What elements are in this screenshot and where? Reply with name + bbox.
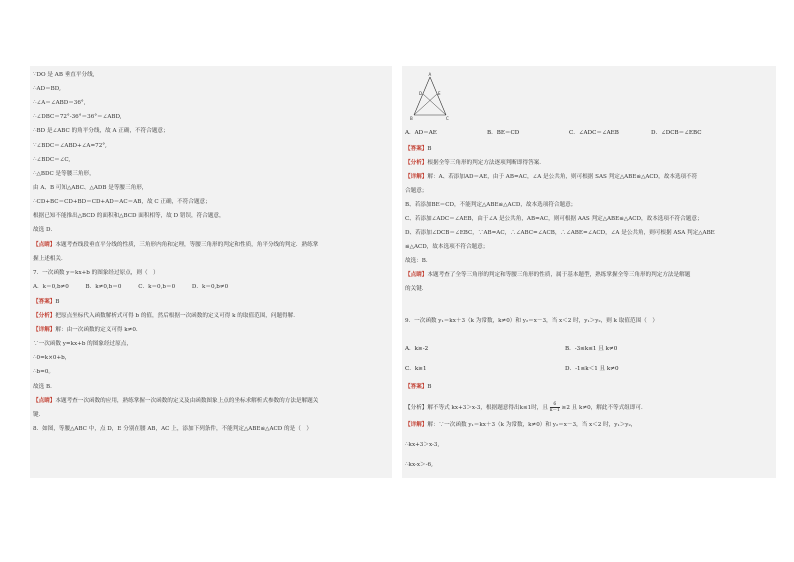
right-line-7: D、若添加∠DCB＝∠EBC，∵AB=AC，∴∠ABC=∠ACB，∴∠ABE=∠ACD，∠A 是公共角，则可根据 ASA 判定△ABE [405, 230, 715, 236]
analysis-q9: 【分析】解不等式 kx+3＞x-3，根据题意得出k≤1时，且 $\frac{6}{k-1}$ ≥2 且 k≠0，解此不等式组即可． [405, 402, 647, 413]
right-line-8: ≌△ACD，故本选项不符合题意； [405, 244, 489, 250]
step-2: ∴kx-x＞-6, [405, 462, 433, 468]
option-q9-d[interactable]: D．-1≤k＜1 且 k≠0 [565, 366, 619, 372]
triangle-label-b: B [410, 116, 413, 121]
left-line-14: 握上述相关． [33, 256, 67, 262]
right-line-12: 9．一次函数 y₁＝kx＋3（k 为常数，k≠0）和 y₂＝x－3，当 x＜2 时，y₁＞y₂，则 k 取值范围（ ） [405, 318, 658, 324]
option-q8-c[interactable]: C．∠ADC＝∠AEB [569, 130, 619, 136]
left-line-26: 8．如图，等腰△ABC 中，点 D，E 分别在腰 AB，AC 上，添加下列条件，不能判定△ABE≌△ACD 的是（ ） [33, 426, 313, 432]
right-line-2: 【分析】根据全等三角形的判定方法逐项判断即得答案． [405, 160, 545, 166]
left-line-8: ∴△BDC 是等腰三角形， [33, 171, 95, 177]
left-line-11: 根据已知不能推出△BCD 的面积和△BCD 面积相等，故 D 错误，符合题意， [33, 213, 225, 219]
triangle-label-d: D [419, 91, 423, 96]
left-line-12: 故选 D． [33, 227, 57, 233]
left-line-1: ∵DO 是 AB 垂直平分线, [33, 72, 95, 78]
left-line-23: 故选 B． [33, 384, 56, 390]
right-line-1: 【答案】B [405, 146, 432, 152]
right-line-11: 的关键． [405, 286, 428, 292]
left-line-16: A．k＝0,b≠0 B．k≠0,b＝0 C．k＝0,b＝0 D．k＝0,b≠0 [33, 284, 229, 290]
option-q9-a[interactable]: A．k≥-2 [405, 346, 429, 352]
option-q8-a[interactable]: A．AD＝AE [405, 130, 437, 136]
left-line-25: 键． [33, 412, 45, 418]
left-line-6: ∵∠BDC＝∠ABD+∠A=72°, [33, 143, 107, 149]
left-line-18: 【分析】把原点坐标代入函数解析式可得 b 的值，然后根据一次函数的定义可得 k 的取值范围，问题得解． [33, 313, 299, 319]
options-q9-row2 [405, 364, 619, 372]
right-line-6: C、若添加∠ADC＝∠AEB，由于∠A 是公共角，AB=AC，则可根据 AAS 判定△ABE≌△ACD，故本选项不符合题意； [405, 216, 703, 222]
option-q8-d[interactable]: D．∠DCB＝∠EBC [651, 130, 702, 136]
left-line-17: 【答案】B [33, 299, 60, 305]
left-line-21: ∴0=k×0+b， [33, 355, 71, 361]
left-line-4: ∴∠DBC＝72°-36°＝36°＝∠ABD, [33, 114, 122, 120]
right-line-9: 故选：B． [405, 258, 432, 264]
right-line-10: 【点睛】本题考查了全等三角形的判定和等腰三角形的性质，属于基本题型，熟练掌握全等三角形的判定方法是解题 [405, 272, 691, 278]
detail-q9: 【详解】解：∵一次函数 y₁＝kx＋3（k 为常数，k≠0）和 y₂＝x－3，当 x＜2 时，y₁＞y₂， [405, 422, 637, 428]
left-line-24: 【点睛】本题考查一次函数的应用，熟练掌握一次函数的定义及由函数图象上点的坐标求解析式参数的方法是解题关 [33, 398, 319, 404]
option-q8-b[interactable]: B．BE＝CD [487, 130, 520, 136]
right-line-5: B、若添加BE＝CD，不能判定△ABE≌△ACD，故本选项符合题意； [405, 202, 577, 208]
answer-q9: 【答案】B [405, 384, 432, 390]
options-q9-row1 [405, 344, 617, 352]
right-column [402, 66, 776, 478]
option-q9-c[interactable]: C．k≥1 [405, 366, 427, 372]
triangle-figure [410, 71, 450, 121]
left-line-20: ∵一次函数 y=kx+b 的图象经过原点， [33, 341, 132, 347]
step-1: ∴kx+3＞x-3, [405, 442, 440, 448]
left-line-15: 7．一次函数 y＝kx+b 的图象经过原点，则（ ） [33, 270, 159, 276]
left-line-2: ∴AD＝BD, [33, 86, 61, 92]
fraction: $\frac{6}{k-1}$ [549, 402, 560, 413]
left-line-19: 【详解】解：由一次函数的定义可得 k≠0. [33, 327, 138, 333]
left-line-13: 【点睛】本题考查线段垂直平分线的性质，三角形内角和定理，等腰三角形的判定和性质，角平分线的判定．熟练掌 [33, 242, 319, 248]
left-line-10: ∴CD+BC＝CD+BD＝CD+AD＝AC＝AB，故 C 正确，不符合题意； [33, 199, 211, 205]
triangle-label-a: A [428, 72, 432, 77]
left-line-3: ∴∠A＝∠ABD＝36°, [33, 100, 86, 106]
triangle-label-e: E [438, 91, 441, 96]
right-line-4: 合题意； [405, 188, 428, 194]
left-column [30, 66, 392, 478]
options-q8 [405, 128, 702, 136]
option-q9-b[interactable]: B．-3≤k≤1 且 k≠0 [565, 346, 618, 352]
left-line-5: ∴BD 是∠ABC 的角平分线，故 A 正确，不符合题意； [33, 128, 169, 134]
triangle-label-c: C [446, 116, 449, 121]
left-line-9: 由 A、B 可知△ABC、△ADB 是等腰三角形， [33, 185, 148, 191]
right-line-3: 【详解】解：A、若添加AD＝AE，由于 AB=AC，∠A 是公共角，则可根据 SAS 判定△ABE≌△ACD，故本选项不符 [405, 174, 698, 180]
left-line-7: ∴∠BDC＝∠C, [33, 157, 71, 163]
left-line-22: ∴b=0。 [33, 369, 54, 375]
